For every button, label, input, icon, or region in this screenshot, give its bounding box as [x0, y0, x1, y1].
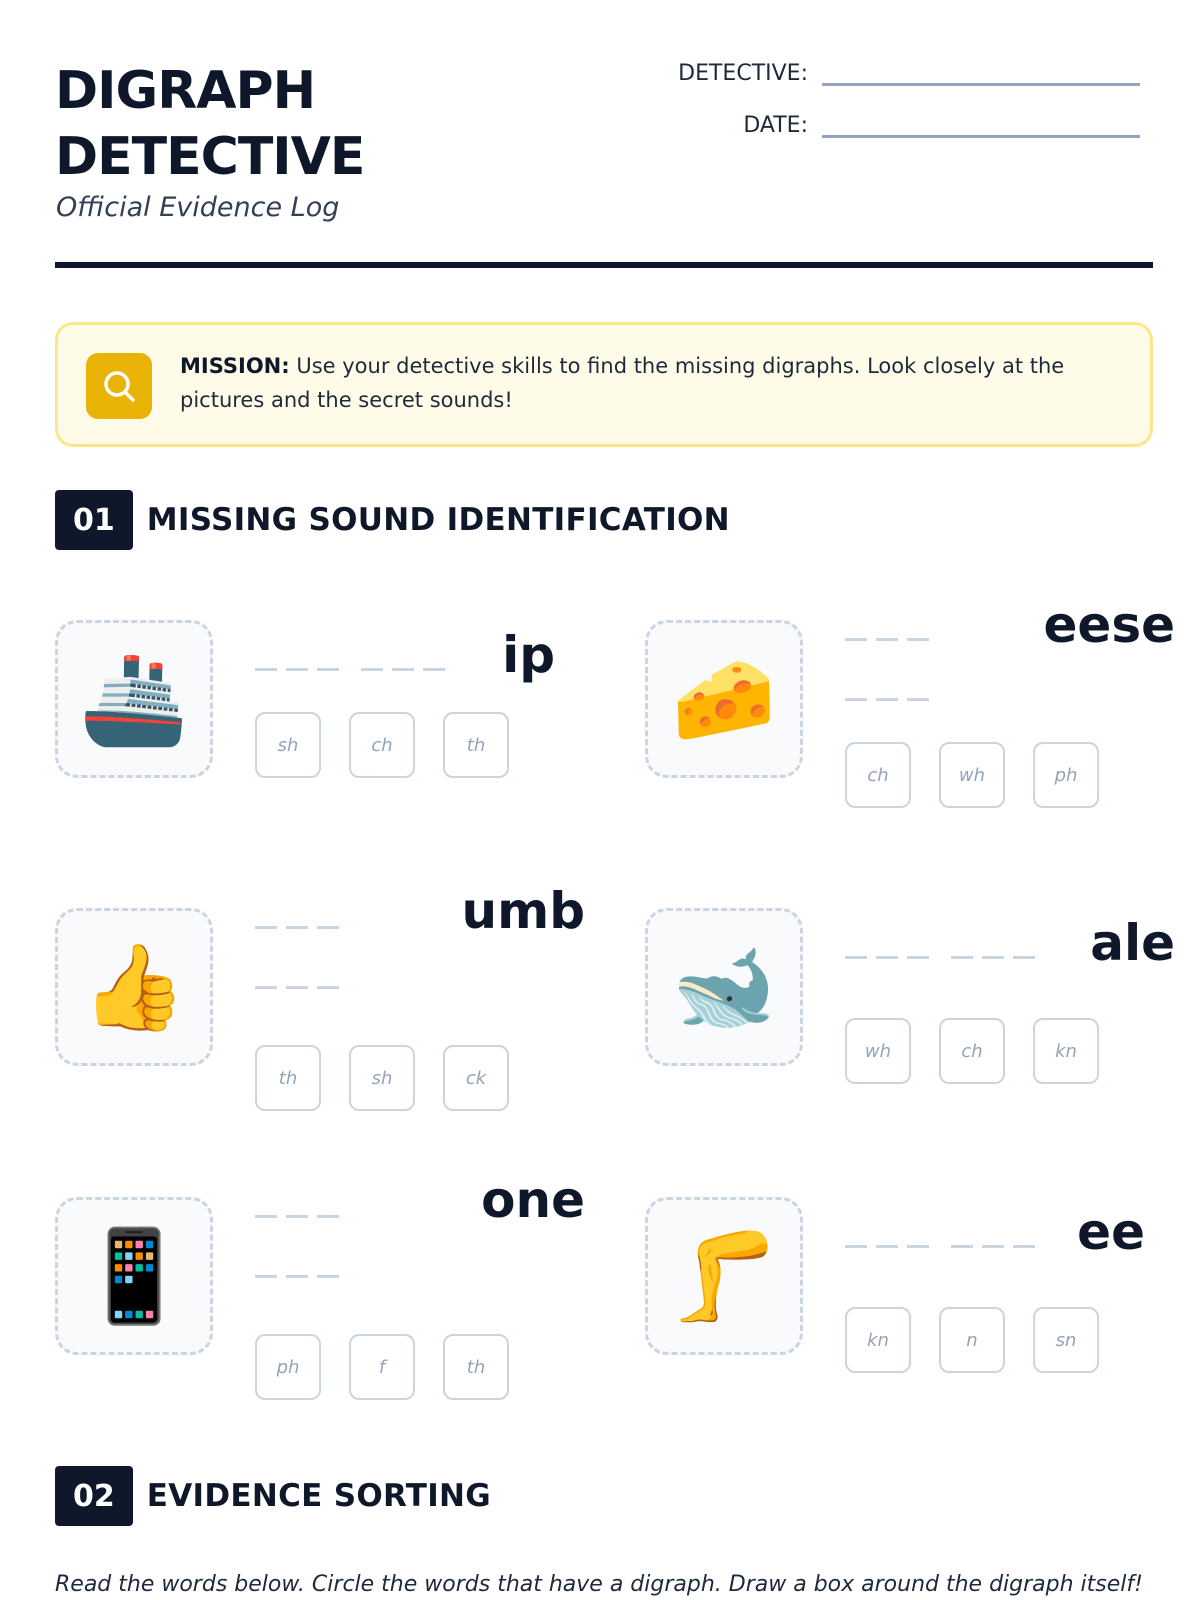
detective-field: [678, 56, 1140, 86]
option-kn[interactable]: kn: [845, 1307, 911, 1373]
date-label: DATE:: [743, 113, 808, 138]
cheese-icon: 🧀: [671, 649, 777, 748]
section-1-number: 01: [55, 490, 133, 550]
section-2-number: 02: [55, 1466, 133, 1526]
option-choices: [845, 1018, 1099, 1084]
option-choices: [845, 1307, 1099, 1373]
option-f[interactable]: f: [349, 1334, 415, 1400]
mission-box: [55, 322, 1153, 447]
blank-1[interactable]: [845, 1245, 929, 1248]
mission-label: MISSION:: [180, 354, 290, 378]
option-kn[interactable]: kn: [1033, 1018, 1099, 1084]
option-sh[interactable]: sh: [349, 1045, 415, 1111]
answer-blanks: [845, 596, 1175, 720]
puzzle-item-cheese: [645, 596, 1175, 786]
option-choices: [255, 1334, 509, 1400]
answer-blanks: [845, 908, 1175, 998]
option-th[interactable]: th: [255, 1045, 321, 1111]
answer-blanks: [255, 882, 585, 1008]
option-choices: [255, 712, 509, 778]
blank-2[interactable]: [361, 668, 445, 671]
date-field: [743, 108, 1140, 138]
blank-1[interactable]: [845, 956, 929, 959]
blank-2[interactable]: [845, 698, 929, 701]
option-choices: [845, 742, 1099, 808]
whale-icon: 🐋: [671, 937, 777, 1036]
detective-name-line[interactable]: [822, 56, 1140, 86]
puzzle-item-thumb: [55, 882, 585, 1089]
cheese-picture: [645, 620, 803, 778]
word-suffix: eese: [1043, 596, 1175, 654]
blank-2[interactable]: [255, 1275, 339, 1278]
option-wh[interactable]: wh: [939, 742, 1005, 808]
phone-picture: [55, 1197, 213, 1355]
header-divider: [55, 262, 1153, 268]
detective-label: DETECTIVE:: [678, 61, 808, 86]
word-suffix: ip: [502, 626, 555, 684]
option-th[interactable]: th: [443, 712, 509, 778]
option-ch[interactable]: ch: [845, 742, 911, 808]
option-sn[interactable]: sn: [1033, 1307, 1099, 1373]
option-ph[interactable]: ph: [1033, 742, 1099, 808]
section-2-title: EVIDENCE SORTING: [146, 1478, 492, 1514]
option-sh[interactable]: sh: [255, 712, 321, 778]
word-suffix: umb: [461, 882, 585, 940]
section-2-heading: [55, 1466, 491, 1526]
option-wh[interactable]: wh: [845, 1018, 911, 1084]
ship-picture: [55, 620, 213, 778]
date-line[interactable]: [822, 108, 1140, 138]
sorting-instructions: Read the words below. Circle the words that have a digraph. Draw a box around the digraph itself!: [55, 1572, 1143, 1597]
option-ch[interactable]: ch: [939, 1018, 1005, 1084]
answer-blanks: [255, 1171, 585, 1297]
mission-body: Use your detective skills to find the missing digraphs. Look closely at the pictures and the secret sounds!: [180, 354, 1065, 412]
page-subtitle: Official Evidence Log: [56, 192, 340, 223]
puzzle-item-ship: [55, 620, 585, 780]
option-ch[interactable]: ch: [349, 712, 415, 778]
phone-icon: 📱: [77, 1223, 191, 1329]
title-line-2: DETECTIVE: [55, 127, 365, 187]
word-suffix: one: [481, 1171, 585, 1229]
word-suffix: ale: [1090, 914, 1175, 972]
blank-2[interactable]: [255, 986, 339, 989]
blank-1[interactable]: [255, 926, 339, 929]
section-1-title: MISSING SOUND IDENTIFICATION: [146, 502, 730, 538]
knee-picture: [645, 1197, 803, 1355]
leg-icon: 🦵: [669, 1224, 779, 1327]
answer-blanks: [845, 1197, 1175, 1287]
blank-2[interactable]: [951, 1245, 1035, 1248]
thumbs-up-icon: 👍: [81, 937, 187, 1036]
answer-blanks: [255, 620, 585, 710]
blank-2[interactable]: [951, 956, 1035, 959]
blank-1[interactable]: [255, 1215, 339, 1218]
ship-icon: 🚢: [79, 647, 189, 750]
option-ph[interactable]: ph: [255, 1334, 321, 1400]
option-n[interactable]: n: [939, 1307, 1005, 1373]
blank-1[interactable]: [255, 668, 339, 671]
option-ck[interactable]: ck: [443, 1045, 509, 1111]
magnifier-icon: [86, 353, 152, 419]
thumb-picture: [55, 908, 213, 1066]
mission-text: [180, 349, 1100, 417]
puzzle-item-whale: [645, 908, 1175, 1068]
section-1-heading: [55, 490, 730, 550]
blank-1[interactable]: [845, 638, 929, 641]
title-line-1: DIGRAPH: [55, 61, 316, 121]
puzzle-item-phone: [55, 1171, 585, 1378]
puzzle-item-knee: [645, 1197, 1175, 1357]
option-th[interactable]: th: [443, 1334, 509, 1400]
word-suffix: ee: [1077, 1203, 1145, 1261]
whale-picture: [645, 908, 803, 1066]
option-choices: [255, 1045, 509, 1111]
page-title: [55, 58, 364, 190]
